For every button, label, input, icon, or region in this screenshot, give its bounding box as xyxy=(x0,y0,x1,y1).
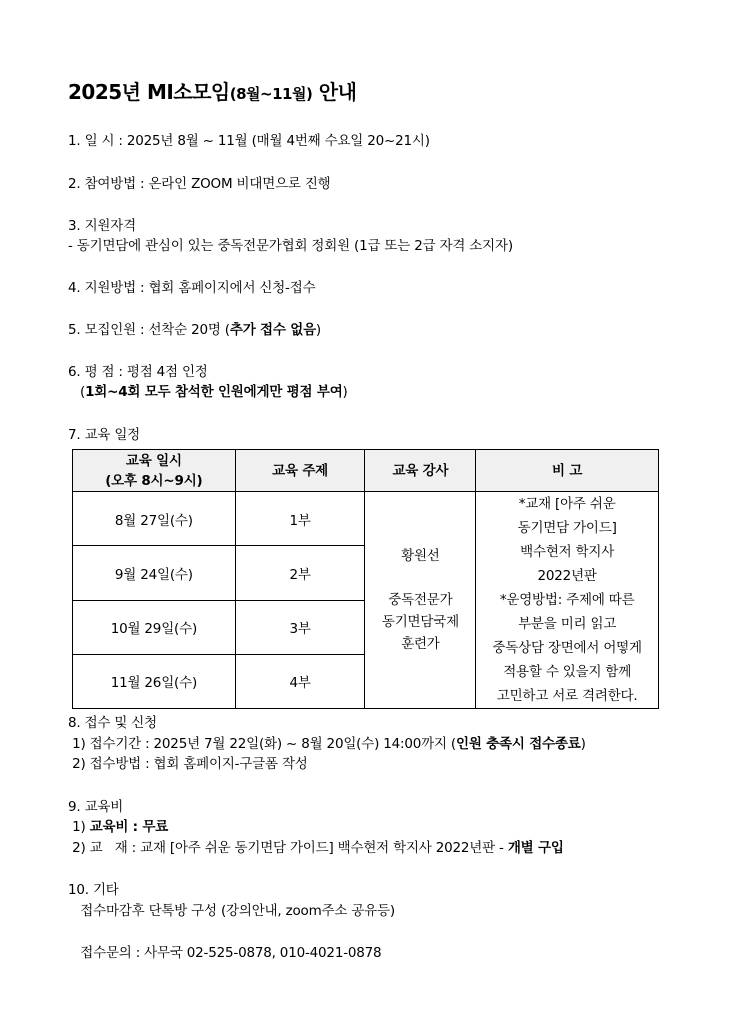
schedule-table xyxy=(72,449,659,709)
registration-method: 2) 접수방법 : 협회 홈페이지-구글폼 작성 xyxy=(68,756,308,772)
notes-cell: *교재 [아주 쉬운 동기면담 가이드] 백수현저 학지사 2022년판 *운영방법: 주제에 따른 부분을 미리 읽고 중독상담 장면에서 어떻게 적용할 수 있을지 함께 고민하고 서로 격려한다. xyxy=(476,492,659,709)
etc-heading: 10. 기타 xyxy=(68,882,119,898)
row-topic: 3부 xyxy=(235,600,365,654)
points-line: 6. 평 점 : 평점 4점 인정 xyxy=(68,364,208,380)
qualification-heading: 3. 지원자격 xyxy=(68,218,136,234)
row-date: 8월 27일(수) xyxy=(73,492,236,546)
fee-item-2: 2) 교 재 : 교재 [아주 쉬운 동기면담 가이드] 백수현저 학지사 2022년판 - 개별 구입 xyxy=(68,840,564,856)
table-header-row xyxy=(73,450,659,492)
points-note: (1회~4회 모두 참석한 인원에게만 평점 부여) xyxy=(80,384,348,400)
header-instructor: 교육 강사 xyxy=(365,450,476,492)
fee-item-1: 1) 교육비 : 무료 xyxy=(68,819,169,835)
recruit-line: 5. 모집인원 : 선착순 20명 (추가 접수 없음) xyxy=(68,322,321,338)
row-topic: 2부 xyxy=(235,546,365,600)
row-date: 11월 26일(수) xyxy=(73,654,236,708)
row-topic: 4부 xyxy=(235,654,365,708)
table-row xyxy=(73,492,659,546)
qualification-detail: - 동기면담에 관심이 있는 중독전문가협회 정회원 (1급 또는 2급 자격 소지자) xyxy=(68,238,513,254)
row-date: 10월 29일(수) xyxy=(73,600,236,654)
fee-heading: 9. 교육비 xyxy=(68,799,124,815)
row-topic: 1부 xyxy=(235,492,365,546)
registration-heading: 8. 접수 및 신청 xyxy=(68,715,157,731)
edu-schedule-heading: 7. 교육 일정 xyxy=(68,427,141,443)
contact-line: 접수문의 : 사무국 02-525-0878, 010-4021-0878 xyxy=(68,945,382,961)
method-line: 2. 참여방법 : 온라인 ZOOM 비대면으로 진행 xyxy=(68,176,331,192)
etc-detail: 접수마감후 단톡방 구성 (강의안내, zoom주소 공유등) xyxy=(68,903,395,919)
header-topic: 교육 주제 xyxy=(235,450,365,492)
header-notes: 비 고 xyxy=(476,450,659,492)
page-title: 2025년 MI소모임(8월~11월) 안내 xyxy=(68,80,357,104)
row-date: 9월 24일(수) xyxy=(73,546,236,600)
apply-line: 4. 지원방법 : 협회 홈페이지에서 신청-접수 xyxy=(68,280,316,296)
schedule-line: 1. 일 시 : 2025년 8월 ~ 11월 (매월 4번째 수요일 20~21시) xyxy=(68,133,430,149)
instructor-cell: 황원선 중독전문가 동기면담국제 훈련가 xyxy=(365,492,476,709)
header-date: 교육 일시 (오후 8시~9시) xyxy=(73,450,236,492)
registration-period: 1) 접수기간 : 2025년 7월 22일(화) ~ 8월 20일(수) 14:00까지 (인원 충족시 접수종료) xyxy=(68,736,586,752)
